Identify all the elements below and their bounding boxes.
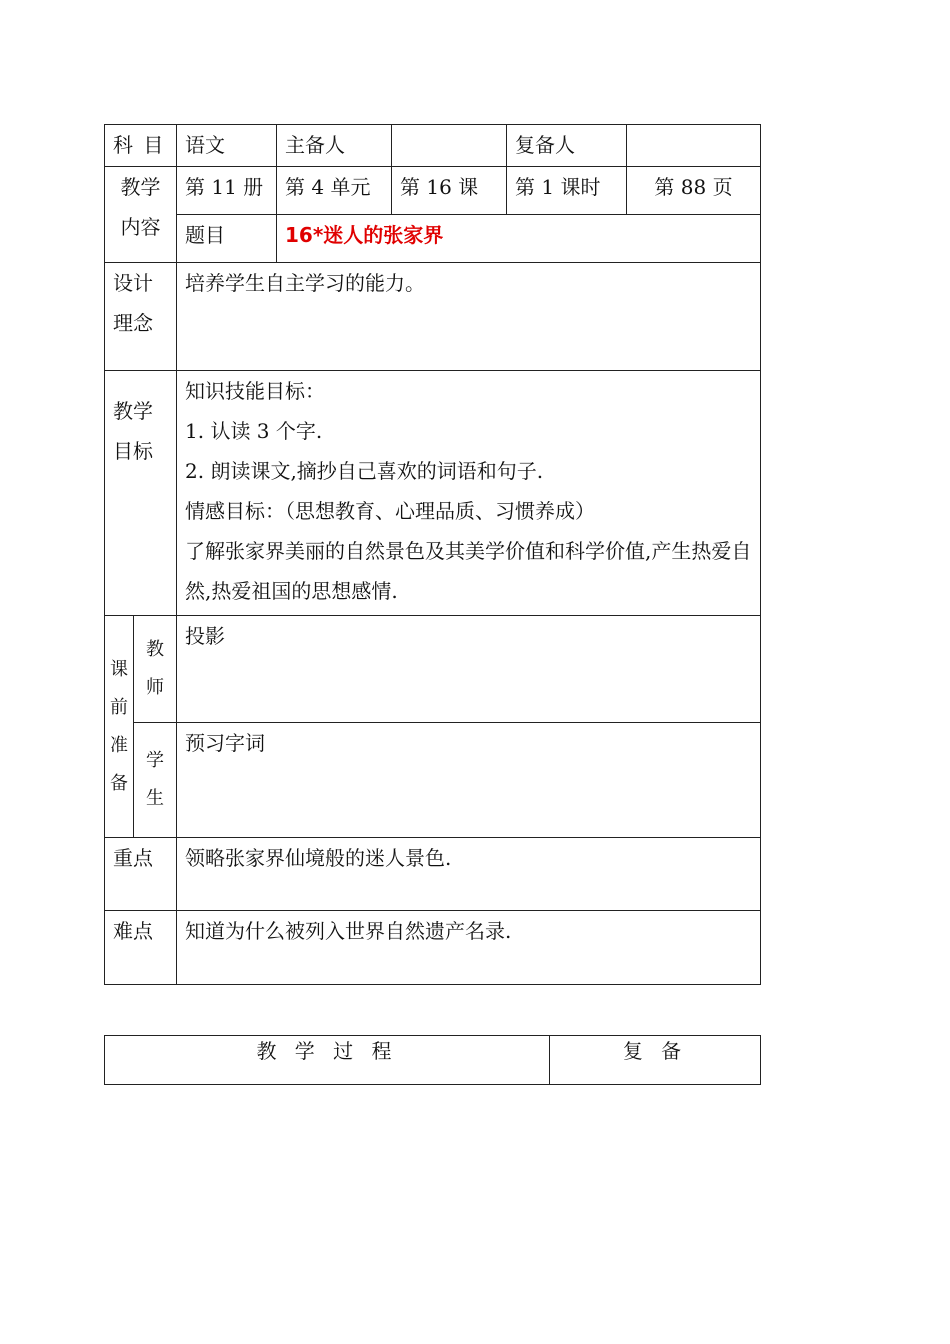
design-concept-label — [105, 263, 177, 371]
content-row — [105, 167, 761, 215]
subject-label: 科 目 — [105, 125, 177, 167]
topic-value: 16*迷人的张家界 — [277, 215, 761, 263]
reviewer-label: 复备人 — [507, 125, 627, 167]
teacher-prep-value: 投影 — [177, 616, 761, 723]
key-point-row — [105, 838, 761, 911]
reviewer-value — [627, 125, 761, 167]
lesson-plan-table — [104, 124, 761, 985]
review-label: 复 备 — [550, 1036, 761, 1085]
key-point-label: 重点 — [105, 838, 177, 911]
key-point-value: 领略张家界仙境般的迷人景色. — [177, 838, 761, 911]
topic-label: 题目 — [177, 215, 277, 263]
pre-class-prep-label — [105, 616, 134, 838]
teaching-content-label — [105, 167, 177, 263]
teacher-prep-row — [105, 616, 761, 723]
header-row — [105, 125, 761, 167]
student-label — [134, 723, 177, 838]
difficulty-label: 难点 — [105, 911, 177, 985]
teacher-label — [134, 616, 177, 723]
goal-line: 知识技能目标： — [185, 379, 326, 403]
topic-row — [105, 215, 761, 263]
design-concept-label-text: 设计理念 — [113, 271, 153, 335]
teaching-goals-row — [105, 371, 761, 616]
process-header-row — [105, 1036, 761, 1085]
teaching-process-label: 教 学 过 程 — [105, 1036, 550, 1085]
difficulty-row — [105, 911, 761, 985]
teaching-content-label-text: 教学内容 — [120, 175, 161, 239]
student-prep-value: 预习字词 — [177, 723, 761, 838]
goal-line: 1. 认读 3 个字. — [185, 419, 323, 443]
page-cell: 第 88 页 — [627, 167, 761, 215]
pre-class-prep-label-text: 课前准备 — [110, 658, 128, 794]
goal-line: 情感目标：（思想教育、心理品质、习惯养成） — [185, 499, 596, 523]
period-cell: 第 1 课时 — [507, 167, 627, 215]
unit-cell: 第 4 单元 — [277, 167, 392, 215]
teacher-label-text: 教师 — [146, 639, 164, 698]
subject-value: 语文 — [177, 125, 277, 167]
teaching-goals-label — [105, 371, 177, 616]
teaching-goals-label-text: 教学目标 — [113, 399, 153, 463]
goal-line: 2. 朗读课文,摘抄自己喜欢的词语和句子. — [185, 459, 544, 483]
teaching-process-table — [104, 1035, 761, 1085]
goal-line: 了解张家界美丽的自然景色及其美学价值和科学价值,产生热爱自然,热爱祖国的思想感情. — [185, 539, 752, 603]
teaching-goals-value — [177, 371, 761, 616]
lead-preparer-label: 主备人 — [277, 125, 392, 167]
lesson-cell: 第 16 课 — [392, 167, 507, 215]
volume-cell: 第 11 册 — [177, 167, 277, 215]
design-concept-value: 培养学生自主学习的能力。 — [177, 263, 761, 371]
difficulty-value: 知道为什么被列入世界自然遗产名录. — [177, 911, 761, 985]
student-prep-row — [105, 723, 761, 838]
design-concept-row — [105, 263, 761, 371]
student-label-text: 学生 — [146, 750, 164, 809]
lead-preparer-value — [392, 125, 507, 167]
